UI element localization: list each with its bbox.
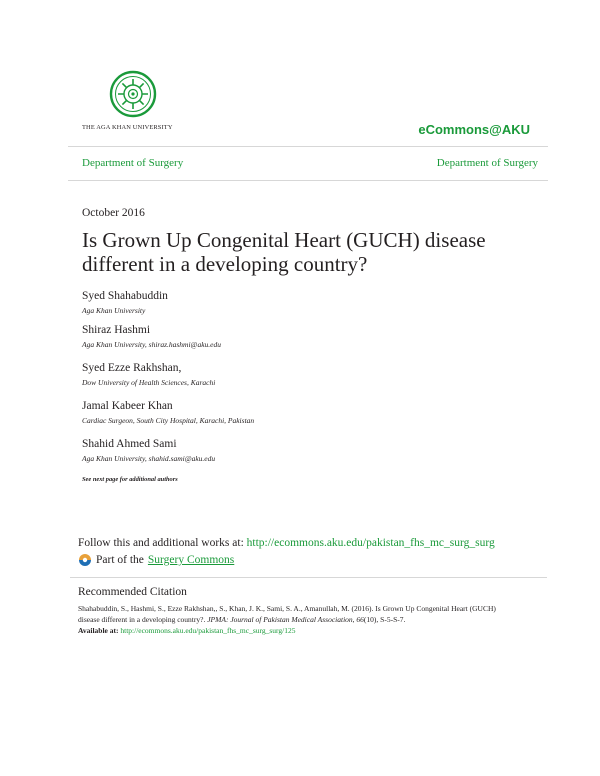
citation-text [78, 603, 518, 636]
author-name: Syed Shahabuddin [82, 290, 168, 302]
author-affiliation: Aga Khan University, shiraz.hashmi@aku.edu [82, 340, 221, 349]
part-of-prefix: Part of the [96, 554, 144, 566]
department-link-right[interactable]: Department of Surgery [436, 157, 538, 169]
citation-heading: Recommended Citation [78, 586, 187, 598]
repository-home-link[interactable]: eCommons@AKU [418, 122, 530, 137]
author-name: Shiraz Hashmi [82, 324, 151, 336]
follow-prefix: Follow this and additional works at: [78, 537, 244, 549]
author-affiliation: Dow University of Health Sciences, Karachi [82, 378, 216, 387]
institution-logo [82, 70, 192, 136]
author-affiliation: Aga Khan University [82, 306, 146, 315]
follow-line [78, 537, 495, 549]
paper-title: Is Grown Up Congenital Heart (GUCH) disease different in a developing country? [82, 228, 486, 276]
department-divider [68, 180, 548, 181]
author-affiliation: Aga Khan University, shahid.sami@aku.edu [82, 454, 216, 463]
collection-url-link[interactable]: http://ecommons.aku.edu/pakistan_fhs_mc_surg_surg [246, 537, 495, 549]
university-seal-icon [109, 70, 157, 118]
citation-journal: JPMA: Journal of Pakistan Medical Association, 66 [207, 615, 364, 624]
institution-name: THE AGA KHAN UNIVERSITY [82, 124, 173, 131]
citation-body: Shahabuddin, S., Hashmi, S., Ezze Rakhshan,, S., Khan, J. K., Sami, S. A., Amanullah, M. (2016). Is Grown Up Congenital Heart (GUCH) disease different in a developing country?. [78, 604, 496, 624]
header-divider [68, 146, 548, 147]
author-affiliation: Cardiac Surgeon, South City Hospital, Karachi, Pakistan [82, 416, 255, 425]
citation-issue-pages: (10), S-5-S-7. [363, 615, 406, 624]
additional-authors-note: See next page for additional authors [82, 476, 178, 483]
network-icon [78, 553, 92, 567]
department-link-left[interactable]: Department of Surgery [82, 157, 184, 169]
part-of-line [78, 553, 234, 567]
author-name: Syed Ezze Rakhshan, [82, 362, 182, 374]
publication-date: October 2016 [82, 207, 145, 219]
author-name: Shahid Ahmed Sami [82, 438, 177, 450]
article-url-link[interactable]: http://ecommons.aku.edu/pakistan_fhs_mc_surg_surg/125 [120, 626, 296, 635]
citation-divider [70, 577, 547, 578]
surgery-commons-link[interactable]: Surgery Commons [147, 554, 235, 566]
author-name: Jamal Kabeer Khan [82, 400, 173, 412]
available-at-label: Available at: [78, 626, 119, 635]
